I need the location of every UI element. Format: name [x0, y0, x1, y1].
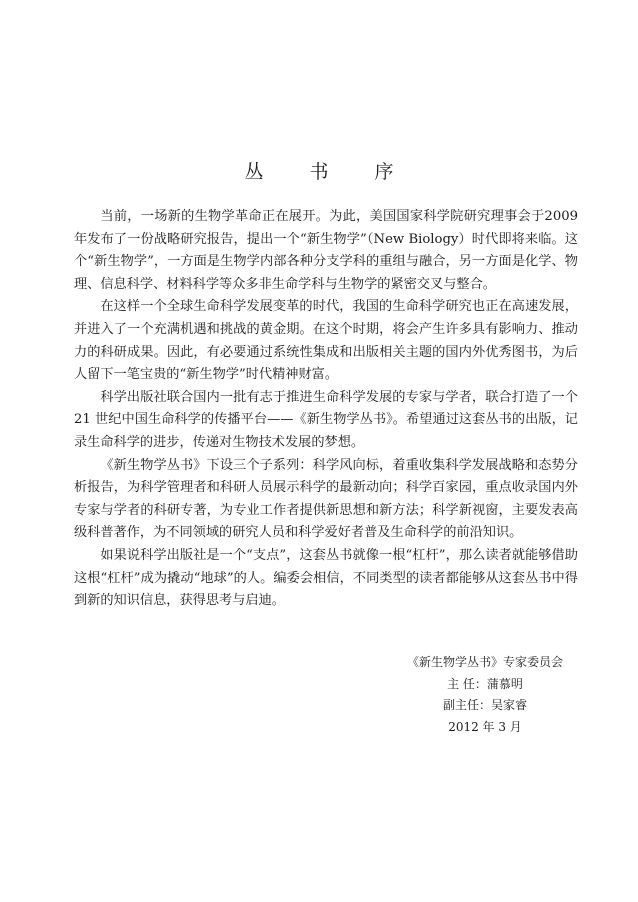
paragraph-1: 当前，一场新的生物学革命正在展开。为此，美国国家科学院研究理事会于2009 年发布了一份战略研究报告，提出一个“新生物学”（New Biology）时代即将来临。这个“新生物学”，一方面是生物学内部各种分支学科的重组与融合，另一方面是化学、物理、信息科学、材料科学等众多非生命学科与生物学的紧密交叉与整合。: [74, 209, 578, 292]
paragraph-4: 《新生物学丛书》下设三个子系列：科学风向标，着重收集科学发展战略和态势分析报告，为科学管理者和科研人员展示科学的最新动向；科学百家园，重点收录国内外专家与学者的科研专著，为专业工作者提供新思想和新方法；科学新视窗，主要发表高级科普著作，为不同领域的研究人员和科学爱好者普及生命科学的前沿知识。: [74, 457, 578, 541]
committee-name: 《新生物学丛书》专家委员会: [406, 655, 563, 669]
paragraph-2: 在这样一个全球生命科学发展变革的时代，我国的生命科学研究也正在高速发展，并进入了一个充满机遇和挑战的黄金期。在这个时期，将会产生许多具有影响力、推动力的科研成果。因此，有必要通过系统性集成和出版相关主题的国内外优秀图书，为后人留下一笔宝贵的“新生物学”时代精神财富。: [74, 299, 578, 383]
preface-body: [74, 206, 578, 613]
signature-block: [400, 652, 570, 738]
paragraph-3: 科学出版社联合国内一批有志于推进生命科学发展的专家与学者，联合打造了一个 21 世纪中国生命科学的传播平台——《新生物学丛书》。希望通过这套丛书的出版，记录生命科学的进步，传递对生物技术发展的梦想。: [74, 389, 578, 450]
page-title: 丛 书 序: [244, 161, 414, 183]
signature-date: 2012 年 3 月: [448, 719, 522, 734]
vice-chair-line: 副主任：吴家睿: [442, 698, 527, 712]
paragraph-5: 如果说科学出版社是一个“支点”，这套丛书就像一根“杠杆”，那么读者就能够借助这根“杠杆”成为撬动“地球”的人。编委会相信，不同类型的读者都能够从这套丛书中得到新的知识信息，获得思考与启迪。: [74, 547, 578, 609]
chair-line: 主 任：蒲慕明: [447, 676, 523, 691]
